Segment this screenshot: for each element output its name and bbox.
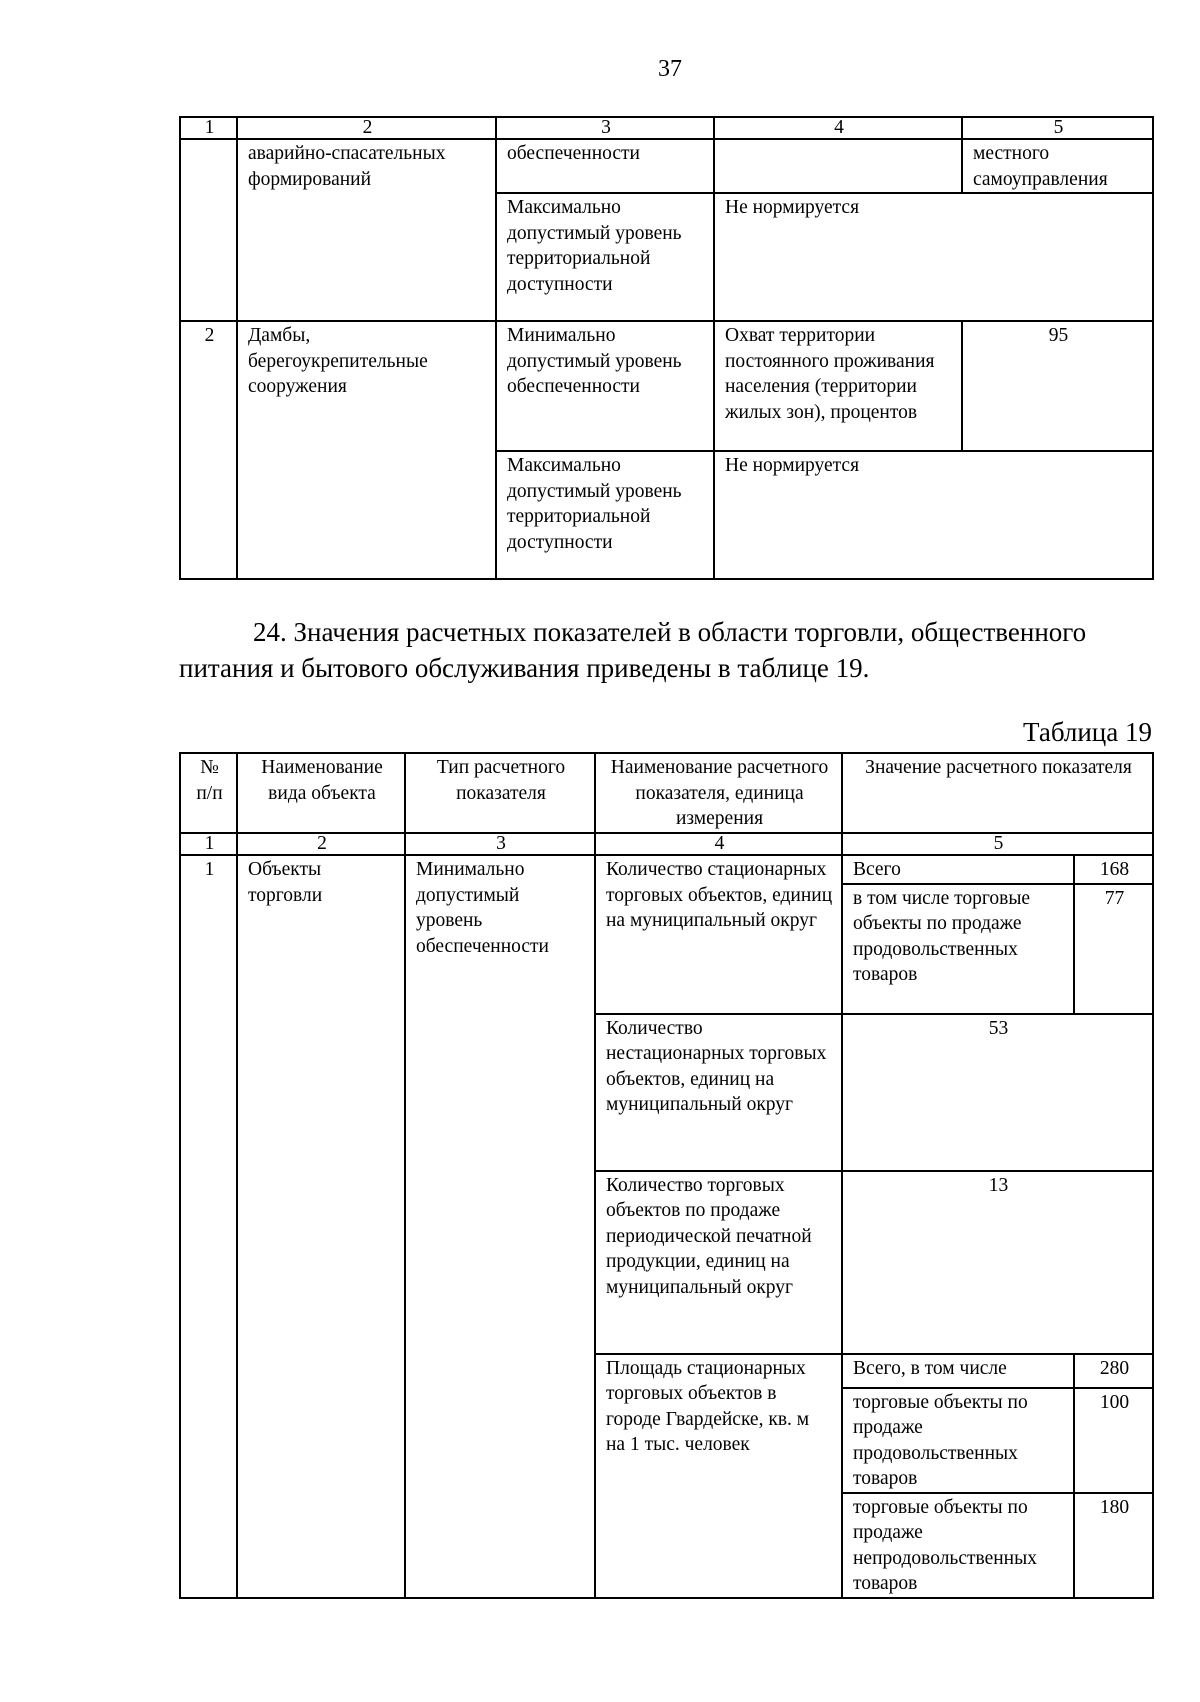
sub-label-cell: Всего, в том числе <box>842 1354 1074 1388</box>
column-number: 5 <box>842 833 1153 855</box>
indicator-type-cell: Максимально допустимый уровень территориальной доступности <box>496 193 714 321</box>
sub-label-cell: торговые объекты по продаже непродовольственных товаров <box>842 1493 1074 1598</box>
column-number: 2 <box>237 117 496 139</box>
column-number: 4 <box>714 117 962 139</box>
column-number: 3 <box>496 117 714 139</box>
indicator-type-cell: Максимально допустимый уровень территориальной доступности <box>496 451 714 579</box>
table-row <box>180 855 1153 884</box>
sub-value-cell: 77 <box>1074 884 1153 1014</box>
table-caption: Таблица 19 <box>1023 717 1152 747</box>
section-paragraph <box>179 614 1152 686</box>
table-row <box>180 321 1153 451</box>
indicator-name-cell: Охват территории постоянного проживания населения (территории жилых зон), процентов <box>714 321 962 451</box>
sub-label-cell: в том числе торговые объекты по продаже продовольственных товаров <box>842 884 1074 1014</box>
sub-value-cell: 168 <box>1074 855 1153 884</box>
indicator-name-cell: Не нормируется <box>714 193 1153 321</box>
object-name-cell: Дамбы, берегоукрепительные сооружения <box>237 321 496 579</box>
column-number: 5 <box>962 117 1153 139</box>
indicator-value-cell: 13 <box>842 1171 1153 1354</box>
indicator-value-cell: 53 <box>842 1014 1153 1171</box>
header-type: Тип расчетного показателя <box>405 753 595 833</box>
paragraph-line: 24. Значения расчетных показателей в области торговли, общественного <box>253 617 1087 647</box>
table-19 <box>179 752 1154 1599</box>
object-name-cell: аварийно-спасательных формирований <box>237 139 496 321</box>
indicator-name-cell <box>714 139 962 193</box>
sub-label-cell: торговые объекты по продаже продовольственных товаров <box>842 1388 1074 1493</box>
row-number-cell: 1 <box>180 855 237 1598</box>
column-number-row <box>180 833 1153 855</box>
indicator-value-cell: 95 <box>962 321 1153 451</box>
sub-value-cell: 280 <box>1074 1354 1153 1388</box>
indicator-name-cell: Не нормируется <box>714 451 1153 579</box>
indicator-name-cell: Количество нестационарных торговых объектов, единиц на муниципальный округ <box>595 1014 842 1171</box>
indicator-name-cell: Количество торговых объектов по продаже периодической печатной продукции, единиц на муниципальный округ <box>595 1171 842 1354</box>
row-number-cell <box>180 139 237 321</box>
page-number: 37 <box>658 56 682 82</box>
indicator-type-cell: обеспеченности <box>496 139 714 193</box>
sub-value-cell: 100 <box>1074 1388 1153 1493</box>
indicator-value-cell: местного самоуправления <box>962 139 1153 193</box>
indicator-name-cell: Площадь стационарных торговых объектов в городе Гвардейске, кв. м на 1 тыс. человек <box>595 1354 842 1598</box>
row-number-cell: 2 <box>180 321 237 579</box>
continuation-table <box>179 116 1154 580</box>
column-number: 1 <box>180 833 237 855</box>
column-number-row <box>180 117 1153 139</box>
sub-value-cell: 180 <box>1074 1493 1153 1598</box>
indicator-name-cell: Количество стационарных торговых объектов, единиц на муниципальный округ <box>595 855 842 1014</box>
column-number: 1 <box>180 117 237 139</box>
object-name-cell: Объекты торговли <box>237 855 405 1598</box>
header-row <box>180 753 1153 833</box>
table-row <box>180 139 1153 193</box>
indicator-type-cell: Минимально допустимый уровень обеспеченности <box>496 321 714 451</box>
indicator-type-cell: Минимально допустимый уровень обеспеченности <box>405 855 595 1598</box>
column-number: 4 <box>595 833 842 855</box>
column-number: 3 <box>405 833 595 855</box>
header-indicator-name: Наименование расчетного показателя, единица измерения <box>595 753 842 833</box>
header-object: Наименование вида объекта <box>237 753 405 833</box>
paragraph-line: питания и бытового обслуживания приведены в таблице 19. <box>179 653 870 683</box>
header-indicator-value: Значение расчетного показателя <box>842 753 1153 833</box>
column-number: 2 <box>237 833 405 855</box>
sub-label-cell: Всего <box>842 855 1074 884</box>
header-num: № п/п <box>180 753 237 833</box>
